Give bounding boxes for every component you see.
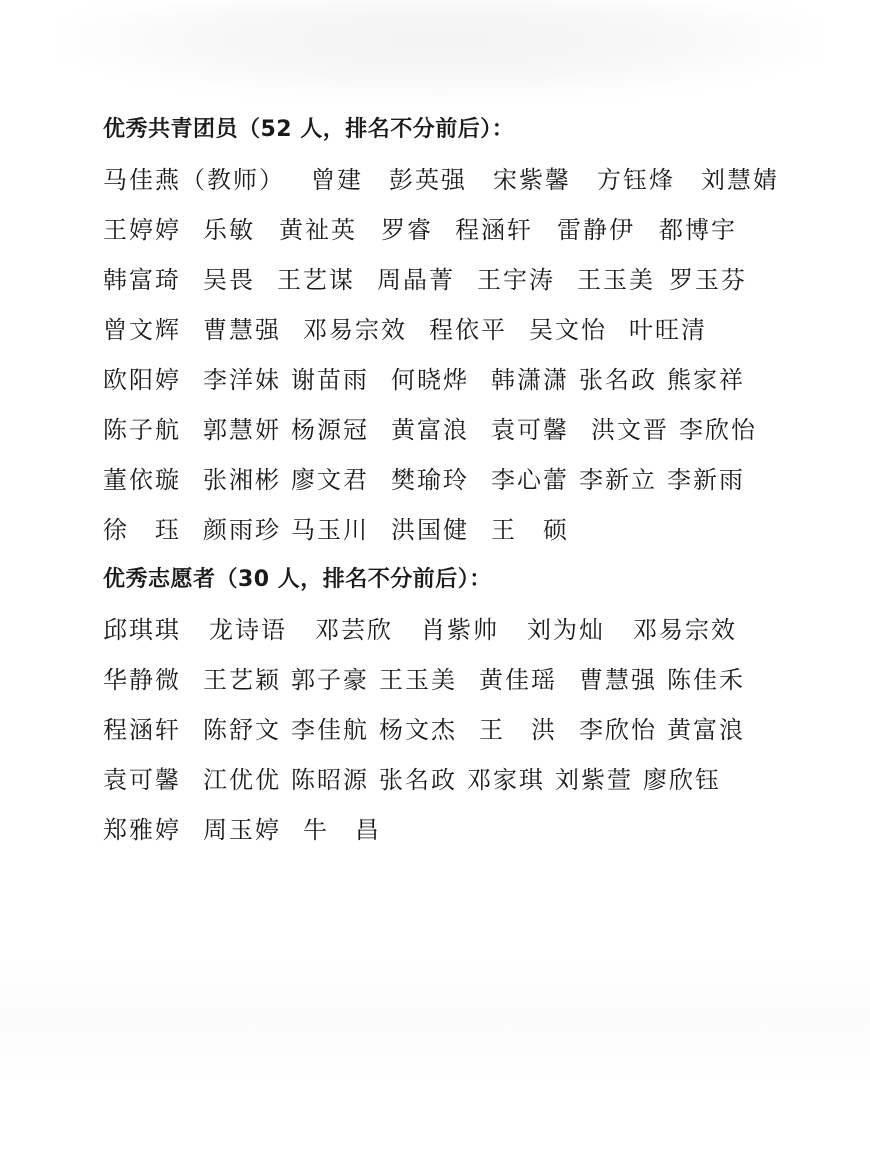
person-name: 袁可馨 <box>103 765 181 794</box>
person-name: 李新立 <box>579 465 657 494</box>
person-name: 陈昭源 <box>291 765 369 794</box>
person-name: 罗睿 <box>381 215 433 244</box>
person-name: 陈子航 <box>103 415 181 444</box>
bottom-blank-area <box>0 960 870 1080</box>
person-name: 程依平 <box>429 315 507 344</box>
person-name: 李佳航 <box>291 715 369 744</box>
person-name: 陈佳禾 <box>667 665 745 694</box>
name-row <box>103 752 803 802</box>
name-row <box>103 202 803 252</box>
person-name: 黄富浪 <box>667 715 745 744</box>
person-name: 邓芸欣 <box>315 615 393 644</box>
person-name: 王艺谋 <box>277 265 355 294</box>
person-name: 周玉婷 <box>203 815 281 844</box>
name-row <box>103 302 803 352</box>
person-name: 程涵轩 <box>455 215 533 244</box>
name-list <box>103 152 803 552</box>
name-row <box>103 152 803 202</box>
person-name: 罗玉芬 <box>669 265 747 294</box>
person-name: 曹慧强 <box>579 665 657 694</box>
person-name: 韩潇潇 <box>491 365 569 394</box>
person-name: 华静微 <box>103 665 181 694</box>
person-name: 曾文辉 <box>103 315 181 344</box>
person-name: 洪国健 <box>391 515 469 544</box>
person-name: 董依璇 <box>103 465 181 494</box>
person-name: 刘为灿 <box>527 615 605 644</box>
person-name: 王宇涛 <box>477 265 555 294</box>
person-name: 袁可馨 <box>491 415 569 444</box>
person-name: 吴畏 <box>203 265 255 294</box>
person-name: 李洋妹 <box>203 365 281 394</box>
person-name: 王婷婷 <box>103 215 181 244</box>
person-name: 曾建 <box>311 165 363 194</box>
section-heading: 优秀志愿者（30 人，排名不分前后）： <box>103 567 492 592</box>
person-name: 徐 珏 <box>103 515 181 544</box>
person-name: 吴文怡 <box>529 315 607 344</box>
person-name: 李心蕾 <box>491 465 569 494</box>
person-name: 乐敏 <box>203 215 255 244</box>
person-name: 王 硕 <box>491 515 569 544</box>
name-row <box>103 702 803 752</box>
name-row <box>103 452 803 502</box>
person-name: 颜雨珍 <box>203 515 281 544</box>
person-name: 程涵轩 <box>103 715 181 744</box>
person-name: 王 洪 <box>479 715 557 744</box>
person-name: 郭子豪 <box>291 665 369 694</box>
person-name: 王玉美 <box>379 665 457 694</box>
name-row <box>103 802 803 852</box>
person-name: 邱琪琪 <box>103 615 181 644</box>
person-name: 李欣怡 <box>579 715 657 744</box>
person-name: 黄佳瑶 <box>479 665 557 694</box>
person-name: 马玉川 <box>291 515 369 544</box>
person-name: 周晶菁 <box>377 265 455 294</box>
blurred-header-area <box>60 0 820 100</box>
person-name: 江优优 <box>203 765 281 794</box>
person-name: 彭英强 <box>389 165 467 194</box>
person-name: 郑雅婷 <box>103 815 181 844</box>
name-row <box>103 252 803 302</box>
person-name: 郭慧妍 <box>203 415 281 444</box>
name-list <box>103 602 803 852</box>
name-row <box>103 602 803 652</box>
person-name: 欧阳婷 <box>103 365 181 394</box>
person-name: 都博宇 <box>659 215 737 244</box>
person-name: 杨源冠 <box>291 415 369 444</box>
person-name: 宋紫馨 <box>493 165 571 194</box>
person-name: 陈舒文 <box>203 715 281 744</box>
person-name: 谢苗雨 <box>291 365 369 394</box>
section-heading: 优秀共青团员（52 人，排名不分前后）： <box>103 117 515 142</box>
section-volunteers <box>103 558 803 852</box>
person-name: 雷静伊 <box>557 215 635 244</box>
person-name: 黄祉英 <box>279 215 357 244</box>
person-name: 龙诗语 <box>209 615 287 644</box>
person-name: 熊家祥 <box>667 365 745 394</box>
person-name: 曹慧强 <box>203 315 281 344</box>
person-name: 张名政 <box>579 365 657 394</box>
person-name: 邓易宗效 <box>633 615 737 644</box>
person-name: 李新雨 <box>667 465 745 494</box>
person-name: 王玉美 <box>577 265 655 294</box>
person-name: 何晓烨 <box>391 365 469 394</box>
person-name: 黄富浪 <box>391 415 469 444</box>
person-name: 张名政 <box>379 765 457 794</box>
person-name: 牛 昌 <box>303 815 381 844</box>
person-name: 樊瑜玲 <box>391 465 469 494</box>
person-name: 廖文君 <box>291 465 369 494</box>
person-name: 张湘彬 <box>203 465 281 494</box>
section-youth-league <box>103 108 803 552</box>
person-name: 李欣怡 <box>679 415 757 444</box>
person-name: 刘慧婧 <box>701 165 779 194</box>
person-name: 方钰烽 <box>597 165 675 194</box>
person-name: 叶旺清 <box>629 315 707 344</box>
name-row <box>103 652 803 702</box>
person-name: 肖紫帅 <box>421 615 499 644</box>
person-name: 邓易宗效 <box>303 315 407 344</box>
person-name: 韩富琦 <box>103 265 181 294</box>
name-row <box>103 402 803 452</box>
person-name: 刘紫萱 <box>555 765 633 794</box>
person-name: 邓家琪 <box>467 765 545 794</box>
person-name: 廖欣钰 <box>643 765 721 794</box>
person-name: 杨文杰 <box>379 715 457 744</box>
person-name: 洪文晋 <box>591 415 669 444</box>
person-name: 马佳燕（教师） <box>103 165 285 194</box>
name-row <box>103 352 803 402</box>
honor-list <box>103 108 803 852</box>
person-name: 王艺颖 <box>203 665 281 694</box>
name-row <box>103 502 803 552</box>
